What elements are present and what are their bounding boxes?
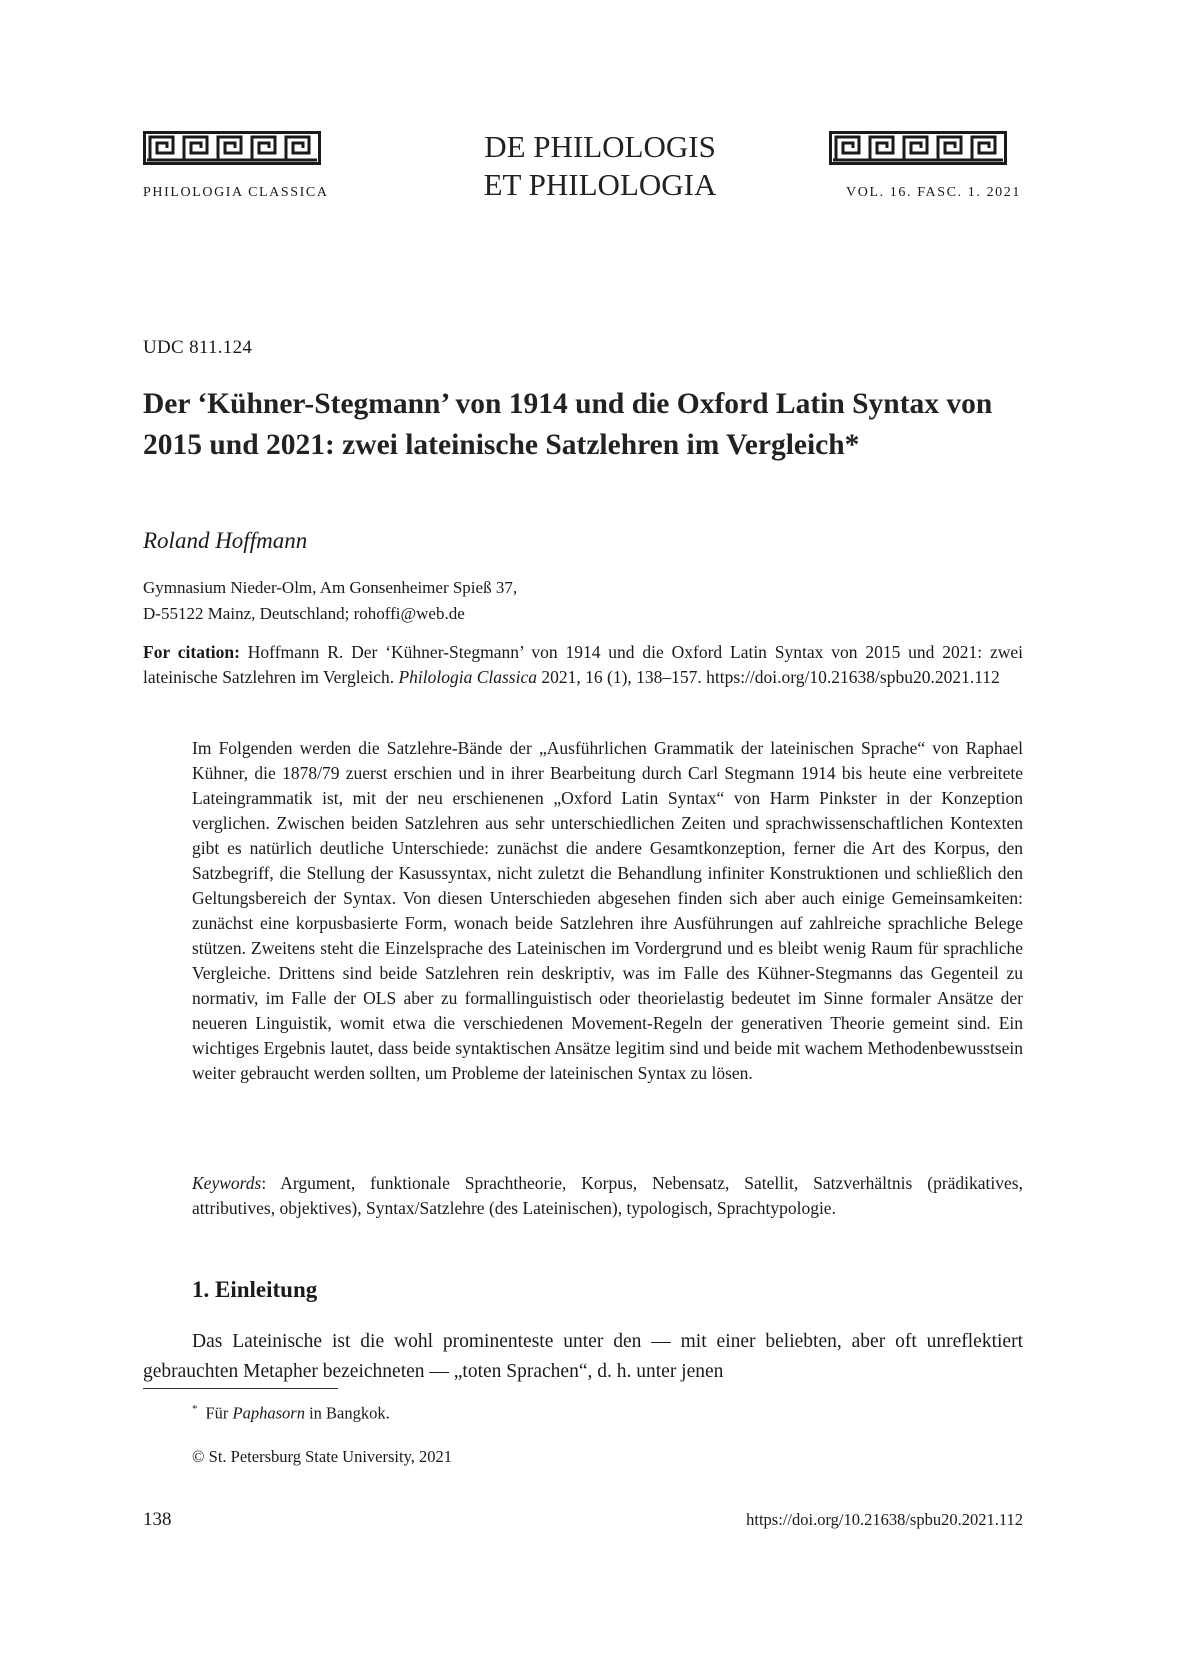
journal-title-line2: ET PHILOLOGIA (483, 167, 717, 202)
journal-title-line1: DE PHILOLOGIS (484, 129, 716, 164)
abstract: Im Folgenden werden die Satzlehre-Bände der „Ausführlichen Grammatik der lateinischen Sprache“ von Raphael Kühner, die 1878/79 zuerst erschien und in ihrer Bearbeitung durch Carl Stegmann 1914 bis heute eine verbreitete Lateingrammatik ist, mit der neu erschienenen „Oxford Latin Syntax“ von Harm Pinkster in der Konzeption verglichen. Zwischen beiden Satzlehren aus sehr unterschiedlichen Zeiten und sprachwissenschaftlichen Kontexten gibt es natürlich deutliche Unterschiede: zunächst die andere Gesamtkonzeption, ferner die Art des Korpus, den Satzbegriff, die Stellung der Kasussyntax, nicht zuletzt die Behandlung infiniter Konstruktionen und schließlich den Geltungsbereich der Syntax. Von diesen Unterschieden abgesehen finden sich aber auch einige Gemeinsamkeiten: zunächst eine korpusbasierte Form, wonach beide Satzlehren ihre Ausführungen auf zahlreiche sprachliche Belege stützen. Zweitens steht die Einzelsprache des Lateinischen im Vordergrund und es bleibt wenig Raum für sprachliche Vergleiche. Drittens sind beide Satzlehren rein deskriptiv, was im Falle des Kühner-Stegmanns das Gegenteil zu normativ, im Falle der OLS aber zu formallinguistisch oder theorielastig bedeutet im Sinne formaler Ansätze der neueren Linguistik, womit etwa die verschiedenen Movement-Regeln der generativen Theorie gemeint sind. Ein wichtiges Ergebnis lautet, dass beide syntaktischen Ansätze legitim sind und beide mit wachem Methodenbewusstsein weiter gebraucht werden sollten, um Probleme der lateinischen Syntax zu lösen. (192, 738, 1023, 1083)
keywords (192, 1171, 1023, 1221)
footnote-suffix: in Bangkok. (309, 1403, 390, 1423)
keywords-label: Keywords (192, 1173, 262, 1193)
footnote-mark: * (192, 1403, 198, 1415)
copyright-notice: © St. Petersburg State University, 2021 (192, 1447, 453, 1466)
author-name: Roland Hoffmann (143, 528, 308, 553)
author-affiliation (143, 575, 517, 627)
volume-label: VOL. 16. FASC. 1. 2021 (846, 185, 1021, 200)
series-label: PHILOLOGIA CLASSICA (143, 185, 329, 200)
citation-text: Hoffmann R. Der ‘Kühner-Stegmann’ von 1914 und die Oxford Latin Syntax von 2015 und 2021: zwei lateinische Satzlehren im Vergleich. (143, 642, 1023, 687)
article-title: Der ‘Kühner-Stegmann’ von 1914 und die Oxford Latin Syntax von 2015 und 2021: zwei lateinische Satzlehren im Vergleich* (143, 388, 993, 461)
footnote-prefix: Für (205, 1403, 229, 1423)
meander-ornament-left (143, 131, 321, 165)
udc-code: UDC 811.124 (143, 337, 253, 358)
footnote (192, 1403, 390, 1424)
footer-doi-link[interactable]: https://doi.org/10.21638/spbu20.2021.112 (746, 1510, 1023, 1529)
section-heading: 1. Einleitung (192, 1277, 318, 1302)
affiliation-line-2: D-55122 Mainz, Deutschland; rohoffi@web.de (143, 604, 465, 623)
citation-label: For citation: (143, 642, 240, 662)
affiliation-line-1: Gymnasium Nieder-Olm, Am Gonsenheimer Spieß 37, (143, 578, 518, 597)
journal-title (450, 128, 750, 204)
citation-block (143, 640, 1023, 690)
citation-journal: Philologia Classica (398, 667, 538, 687)
page-number: 138 (143, 1509, 172, 1530)
footnote-divider (143, 1388, 338, 1389)
citation-details[interactable]: 2021, 16 (1), 138–157. https://doi.org/10.21638/spbu20.2021.112 (541, 667, 1000, 687)
meander-ornament-right (829, 131, 1007, 165)
footnote-name: Paphasorn (232, 1403, 305, 1423)
body-paragraph: Das Lateinische ist die wohl prominenteste unter den — mit einer beliebten, aber oft unreflektiert gebrauchten Metapher bezeichneten — „toten Sprachen“, d. h. unter jenen (143, 1331, 1023, 1382)
keywords-text: : Argument, funktionale Sprachtheorie, Korpus, Nebensatz, Satellit, Satzverhältnis (prädikatives, attributives, objektives), Syntax/Satzlehre (des Lateinischen), typologisch, Sprachtypologie. (192, 1173, 1023, 1218)
